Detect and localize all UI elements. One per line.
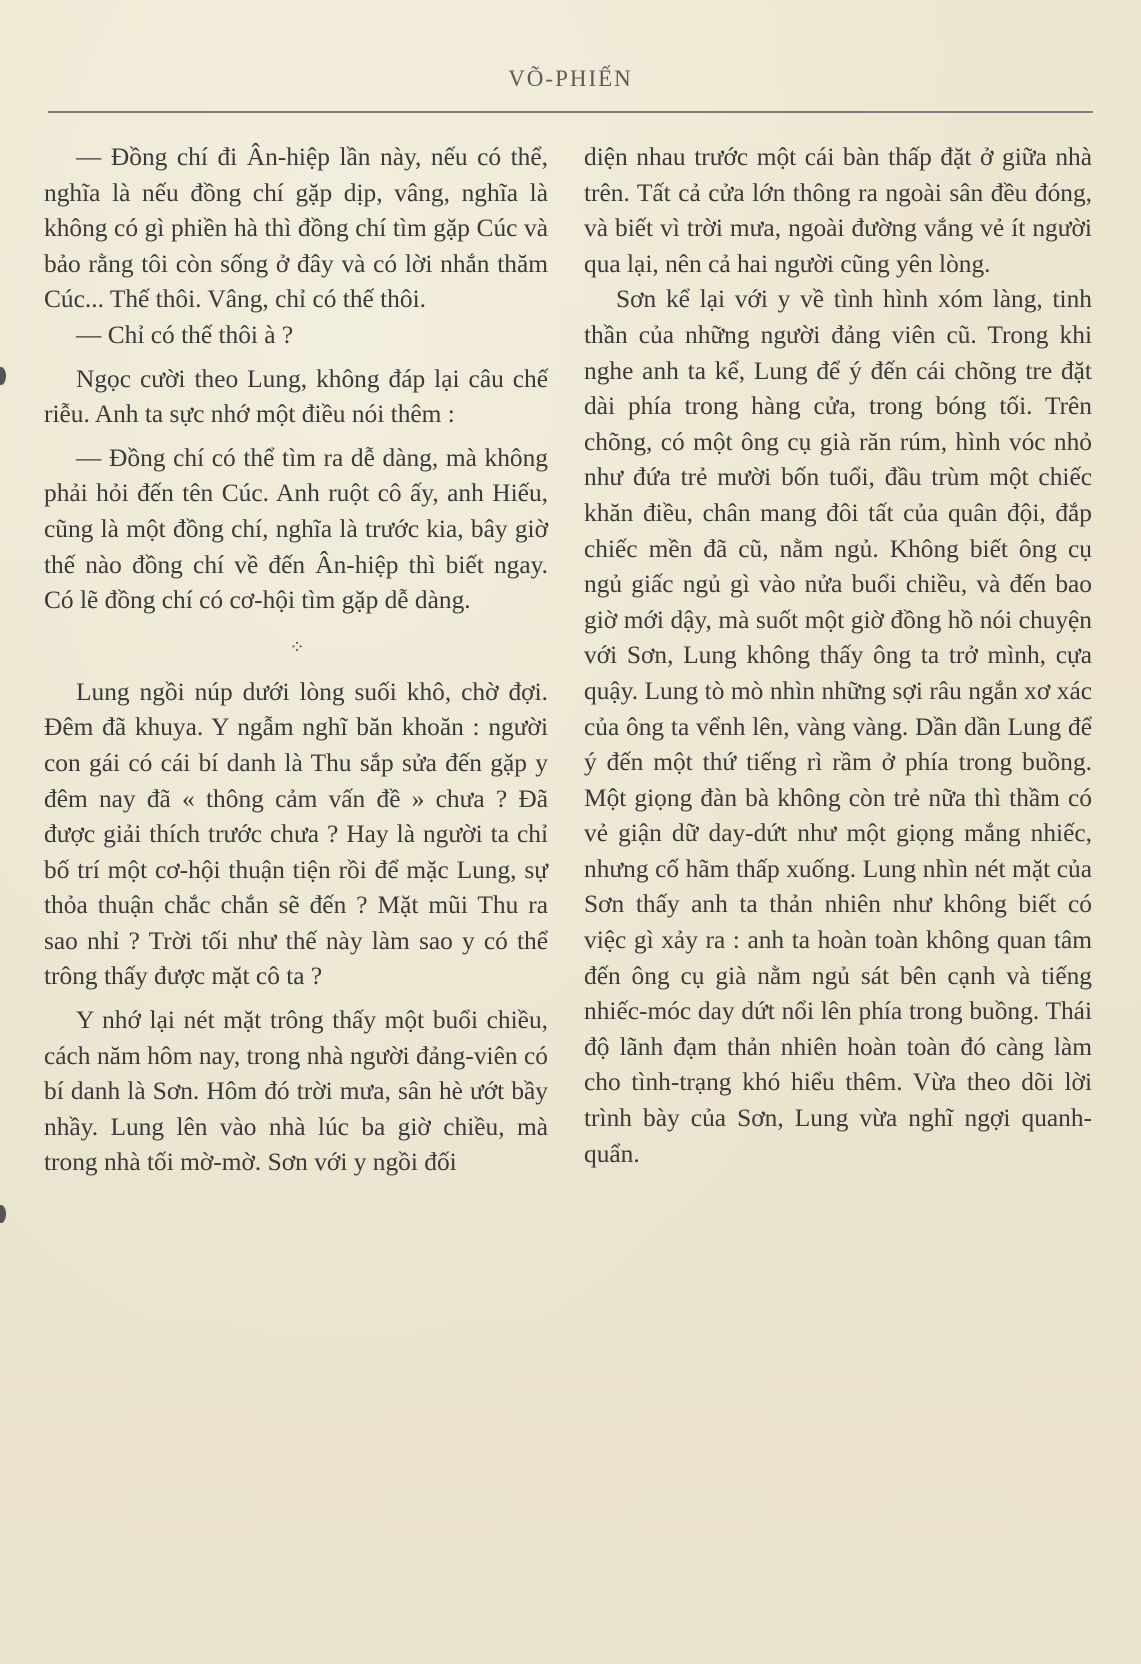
paragraph: — Đồng chí đi Ân-hiệp lần này, nếu có thể, nghĩa là nếu đồng chí gặp dịp, vâng, nghĩa là không có gì phiền hà thì đồng chí tìm gặp Cúc và bảo rằng tôi còn sống ở đây và có lời nhắn thăm Cúc... Thế thôi. Vâng, chỉ có thế thôi.: [44, 143, 548, 314]
page-header-title: VÕ-PHIẾN: [508, 66, 633, 91]
binding-hole-mark: [0, 1205, 6, 1223]
paragraph: diện nhau trước một cái bàn thấp đặt ở giữa nhà trên. Tất cả cửa lớn thông ra ngoài sân đều đóng, và biết vì trời mưa, ngoài đường vắng vẻ ít người qua lại, nên cả hai người cũng yên lòng.: [584, 143, 1092, 278]
paragraph: Lung ngồi núp dưới lòng suối khô, chờ đợi. Đêm đã khuya. Y ngẫm nghĩ băn khoăn : người con gái có cái bí danh là Thu sắp sửa đến gặp y đêm nay đã « thông cảm vấn đề » chưa ? Đã được giải thích trước chưa ? Hay là người ta chỉ bố trí một cơ-hội thuận tiện rồi để mặc Lung, sự thỏa thuận chắc chắn sẽ đến ? Mặt mũi Thu ra sao nhỉ ? Trời tối như thế này làm sao y có thể trông thấy được mặt cô ta ?: [44, 677, 548, 991]
paragraph: Ngọc cười theo Lung, không đáp lại câu chế riễu. Anh ta sực nhớ một điều nói thêm :: [44, 364, 548, 429]
paragraph: Sơn kể lại với y về tình hình xóm làng, tinh thần của những người đảng viên cũ. Trong khi nghe anh ta kể, Lung để ý đến cái chõng tre đặt dài phía trong hàng cửa, trong bóng tối. Trên chõng, có một ông cụ già răn rúm, hình vóc nhỏ như đứa trẻ mười bốn tuổi, đầu trùm một chiếc khăn điều, chân mang đôi tất của quân đội, đắp chiếc mền đã cũ, nằm ngủ. Không biết ông cụ ngủ giấc ngủ gì vào nửa buổi chiều, và đến bao giờ mới dậy, mà suốt một giờ đồng hồ nói chuyện với Sơn, Lung không thấy ông ta trở mình, cựa quậy. Lung tò mò nhìn những sợi râu ngắn xơ xác của ông ta vểnh lên, vàng vàng. Dần dần Lung để ý đến một thứ tiếng rì rầm ở phía trong buồng. Một giọng đàn bà không còn trẻ nữa thì thầm có vẻ giận dữ day-dứt như một giọng mắng nhiếc, nhưng cố hãm thấp xuống. Lung nhìn nét mặt của Sơn thấy anh ta thản nhiên như không biết có việc gì xảy ra : anh ta hoàn toàn không quan tâm đến ông cụ già nằm ngủ sát bên cạnh và tiếng nhiếc-móc day dứt nổi lên phía trong buồng. Thái độ lãnh đạm thản nhiên hoàn toàn đó càng làm cho tình-trạng khó hiểu thêm. Vừa theo dõi lời trình bày của Sơn, Lung vừa nghĩ ngợi quanh-quẩn.: [584, 285, 1092, 1168]
right-column: [584, 140, 1092, 1172]
paragraph: — Chỉ có thế thôi à ?: [76, 320, 294, 349]
paragraph: Y nhớ lại nét mặt trông thấy một buổi chiều, cách năm hôm nay, trong nhà người đảng-viên có bí danh là Sơn. Hôm đó trời mưa, sân hè ướt bầy nhầy. Lung lên vào nhà lúc ba giờ chiều, mà trong nhà tối mờ-mờ. Sơn với y ngồi đối: [44, 1006, 548, 1177]
header-rule: [48, 111, 1093, 113]
binding-hole-mark: [0, 367, 6, 385]
left-column: [44, 140, 548, 1181]
paragraph: — Đồng chí có thể tìm ra dễ dàng, mà không phải hỏi đến tên Cúc. Anh ruột cô ấy, anh Hiếu, cũng là một đồng chí, nghĩa là trước kia, bây giờ thế nào đồng chí về đến Ân-hiệp thì biết ngay. Có lẽ đồng chí có cơ-hội tìm gặp dễ dàng.: [44, 443, 548, 615]
section-separator: ⁘: [289, 636, 303, 657]
